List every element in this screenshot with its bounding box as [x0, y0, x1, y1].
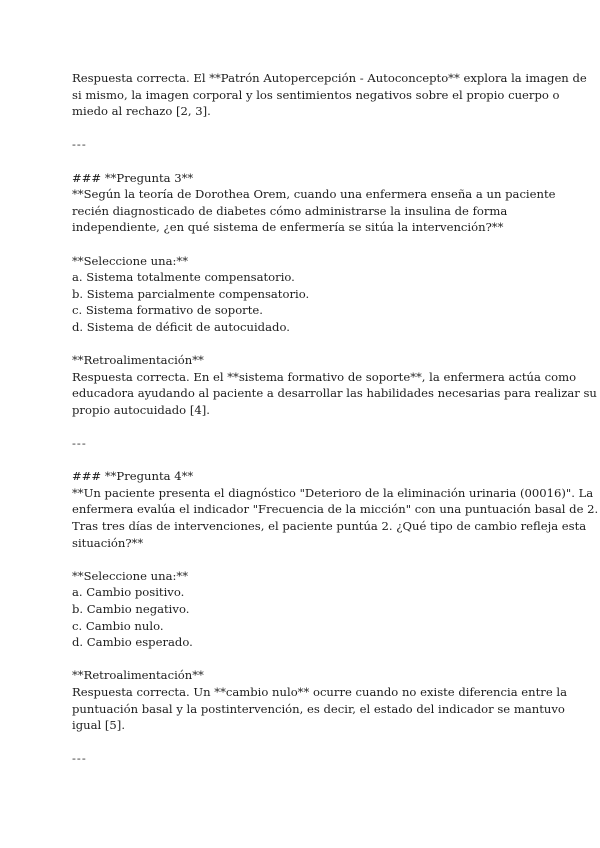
question-heading: ### **Pregunta 3** [72, 170, 194, 185]
option-c: c. Cambio nulo. [72, 618, 164, 633]
option-a: a. Sistema totalmente compensatorio. [72, 270, 295, 285]
feedback-label: **Retroalimentación** [72, 353, 204, 368]
text-line: si mismo, la imagen corporal y los sentimientos negativos sobre el propio cuerpo o [72, 87, 560, 102]
option-a: a. Cambio positivo. [72, 585, 185, 600]
question-text: **Según la teoría de Dorothea Orem, cuando una enfermera enseña a un paciente [72, 187, 556, 202]
option-b: b. Sistema parcialmente compensatorio. [72, 286, 310, 301]
question-3 [72, 170, 556, 236]
text-line: miedo al rechazo [2, 3]. [72, 104, 211, 119]
question-text: Tras tres días de intervenciones, el paciente puntúa 2. ¿Qué tipo de cambio refleja esta [72, 519, 587, 534]
feedback-label: **Retroalimentación** [72, 668, 204, 683]
feedback-q4 [72, 667, 567, 733]
feedback-paragraph-q2 [72, 70, 587, 120]
feedback-text: propio autocuidado [4]. [72, 402, 210, 417]
question-text: enfermera evalúa el indicador "Frecuencia de la micción" con una puntuación basal de 2. [72, 502, 599, 517]
separator: --- [72, 137, 87, 152]
options-label: **Seleccione una:** [72, 568, 188, 583]
question-text: recién diagnosticado de diabetes cómo administrarse la insulina de forma [72, 203, 508, 218]
options-q4 [72, 568, 542, 651]
option-d: d. Sistema de déficit de autocuidado. [72, 319, 290, 334]
options-q3 [72, 253, 542, 336]
feedback-q3 [72, 352, 597, 418]
options-label: **Seleccione una:** [72, 253, 188, 268]
feedback-text: igual [5]. [72, 718, 126, 733]
separator: --- [72, 751, 87, 766]
question-4 [72, 468, 599, 551]
separator: --- [72, 436, 87, 451]
feedback-text: Respuesta correcta. En el **sistema formativo de soporte**, la enfermera actúa como [72, 369, 577, 384]
feedback-text: educadora ayudando al paciente a desarrollar las habilidades necesarias para realizar su [72, 386, 597, 401]
option-d: d. Cambio esperado. [72, 635, 193, 650]
feedback-text: puntuación basal y la postintervención, es decir, el estado del indicador se mantuvo [72, 701, 565, 716]
question-text: situación?** [72, 535, 144, 550]
question-text: independiente, ¿en qué sistema de enfermería se sitúa la intervención?** [72, 220, 504, 235]
question-heading: ### **Pregunta 4** [72, 469, 194, 484]
option-b: b. Cambio negativo. [72, 602, 190, 616]
document-page [72, 70, 599, 767]
question-text: **Un paciente presenta el diagnóstico "Deterioro de la eliminación urinaria (00016)". La [72, 485, 594, 500]
option-c: c. Sistema formativo de soporte. [72, 303, 263, 318]
text-line: Respuesta correcta. El **Patrón Autopercepción - Autoconcepto** explora la imagen de [72, 71, 587, 85]
feedback-text: Respuesta correcta. Un **cambio nulo** ocurre cuando no existe diferencia entre la [72, 684, 567, 699]
